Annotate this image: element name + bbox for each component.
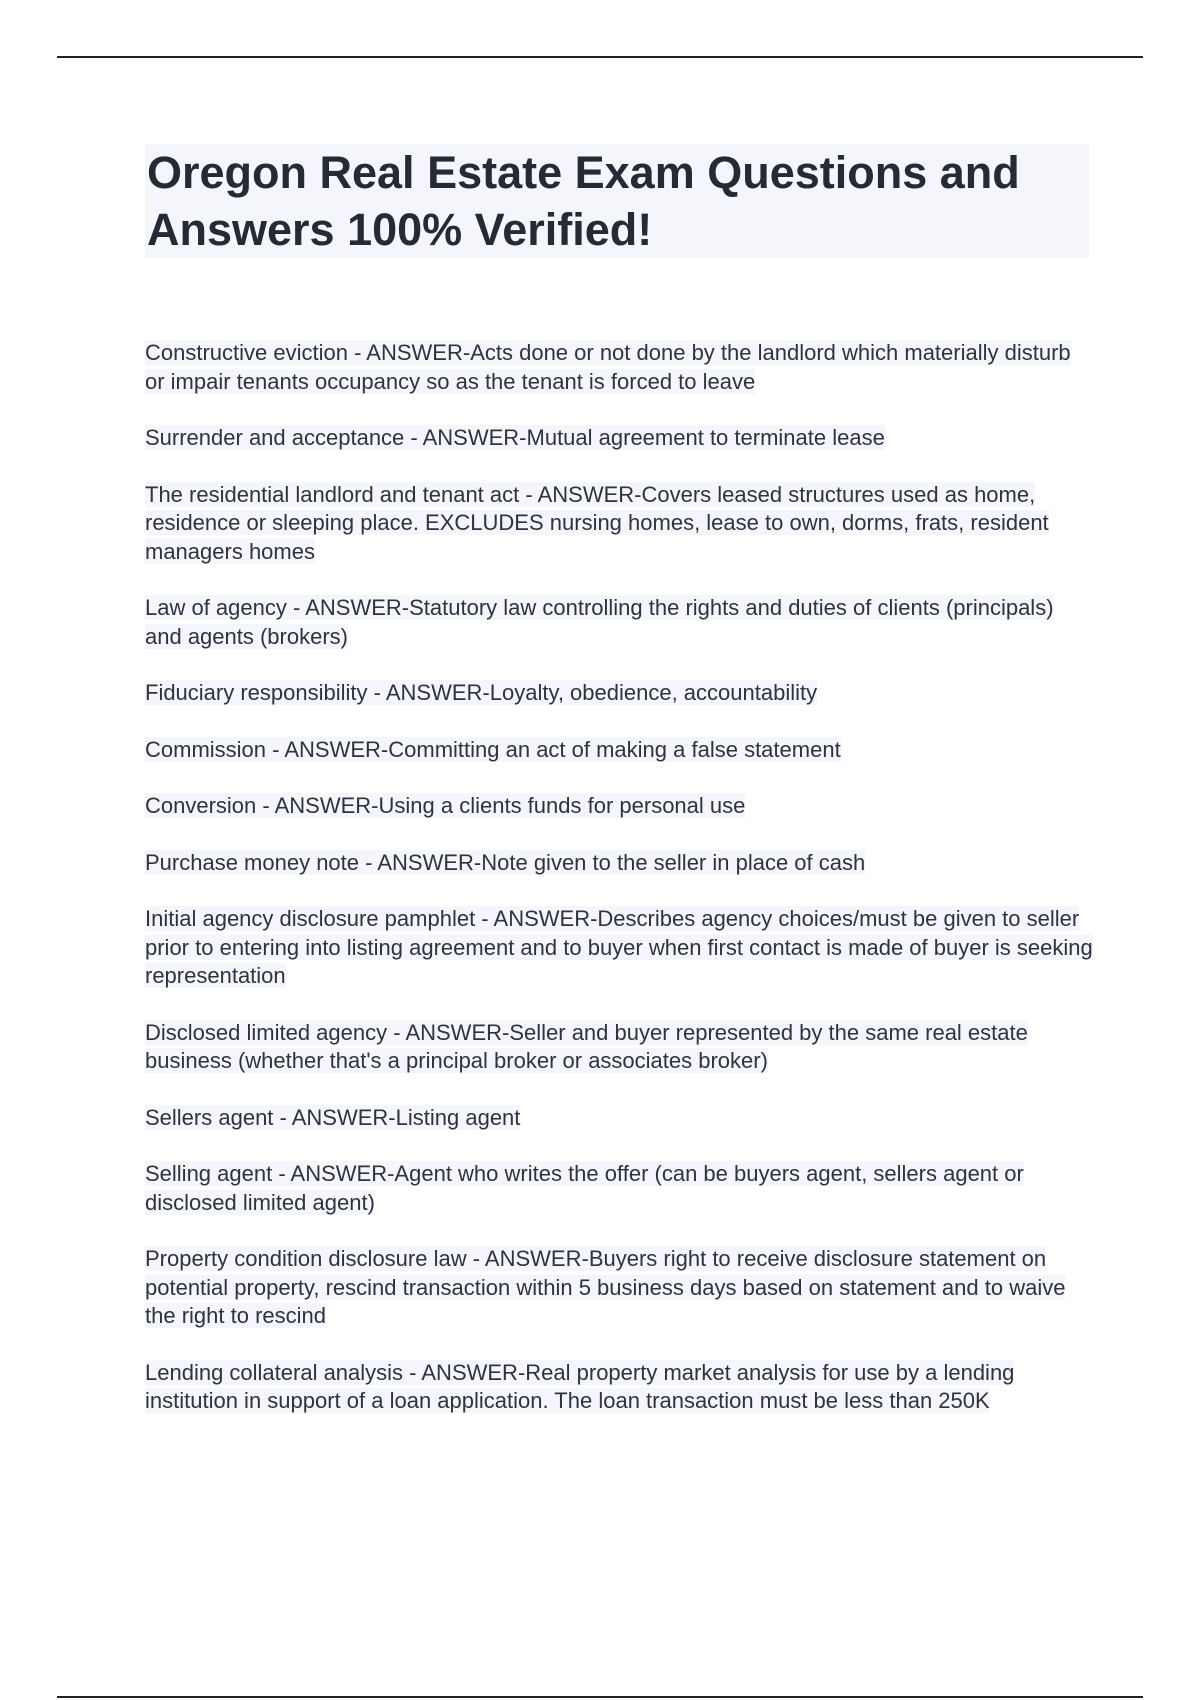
list-item — [145, 736, 1095, 765]
list-item — [145, 1019, 1095, 1076]
list-item-text: Disclosed limited agency - ANSWER-Seller and buyer represented by the same real estate business (whether that's a principal broker or associates broker) — [145, 1019, 1028, 1073]
list-item — [145, 1160, 1095, 1217]
list-item — [145, 594, 1095, 651]
top-divider — [57, 56, 1143, 58]
list-item — [145, 792, 1095, 821]
list-item-text: Initial agency disclosure pamphlet - ANSWER-Describes agency choices/must be given to seller prior to entering into listing agreement and to buyer when first contact is made of buyer is seeking representation — [145, 906, 1093, 988]
bottom-divider — [57, 1696, 1143, 1698]
list-item — [145, 481, 1095, 567]
list-item-text: Property condition disclosure law - ANSWER-Buyers right to receive disclosure statement on potential property, rescind transaction within 5 business days based on statement and to waive the right to rescind — [145, 1246, 1066, 1328]
page-title: Oregon Real Estate Exam Questions and Answers 100% Verified! — [145, 144, 1089, 258]
list-item-text: Law of agency - ANSWER-Statutory law controlling the rights and duties of clients (principals) and agents (brokers) — [145, 595, 1054, 649]
list-item-text: Purchase money note - ANSWER-Note given to the seller in place of cash — [145, 849, 866, 875]
list-item — [145, 905, 1095, 991]
list-item — [145, 1104, 1095, 1133]
list-item — [145, 679, 1095, 708]
list-item-text: Fiduciary responsibility - ANSWER-Loyalty, obedience, accountability — [145, 680, 818, 705]
qa-list — [145, 339, 1095, 1444]
list-item-text: Commission - ANSWER-Committing an act of making a false statement — [145, 736, 841, 762]
list-item-text: Lending collateral analysis - ANSWER-Real property market analysis for use by a lending institution in support of a loan application. The loan transaction must be less than 250K — [145, 1359, 1015, 1413]
list-item — [145, 424, 1095, 453]
list-item-text: Conversion - ANSWER-Using a clients funds for personal use — [145, 793, 746, 818]
list-item — [145, 849, 1095, 878]
list-item-text: The residential landlord and tenant act - ANSWER-Covers leased structures used as home, residence or sleeping place. EXCLUDES nursing homes, lease to own, dorms, frats, resident managers homes — [145, 481, 1049, 564]
list-item — [145, 1359, 1095, 1416]
list-item-text: Constructive eviction - ANSWER-Acts done or not done by the landlord which materially disturb or impair tenants occupancy so as the tenant is forced to leave — [145, 340, 1071, 394]
list-item — [145, 339, 1095, 396]
list-item-text: Selling agent - ANSWER-Agent who writes the offer (can be buyers agent, sellers agent or disclosed limited agent) — [145, 1161, 1024, 1215]
list-item — [145, 1245, 1095, 1331]
list-item-text: Surrender and acceptance - ANSWER-Mutual agreement to terminate lease — [145, 425, 885, 450]
list-item-text: Sellers agent - ANSWER-Listing agent — [145, 1104, 521, 1130]
